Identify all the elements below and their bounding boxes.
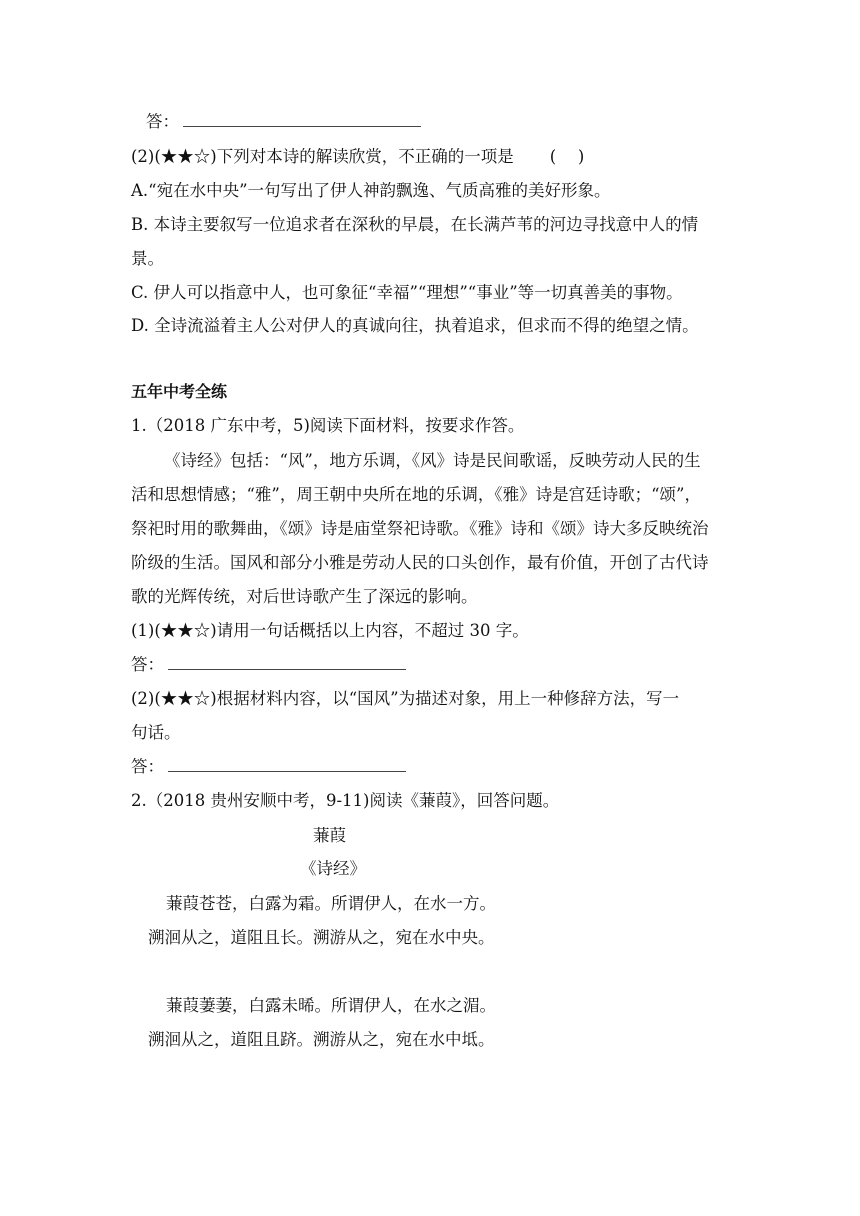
poem-title: 蒹葭 [313,826,346,845]
option-a: A.“宛在水中央”一句写出了伊人神韵飘逸、气质高雅的美好形象。 [131,181,611,200]
section-title: 五年中考全练 [131,382,228,401]
material-line-5: 歌的光辉传统，对后世诗歌产生了深远的影响。 [131,587,478,606]
question-2-stem-poem: 2.（2018 贵州安顺中考，9-11)阅读《蒹葭》，回答问题。 [131,791,560,810]
poem-line-2: 溯洄从之，道阻且长。溯游从之，宛在水中央。 [148,928,495,947]
answer-label: 答： [146,112,179,131]
material-line-4: 阶级的生活。国风和部分小雅是劳动人民的口头创作，最有价值，开创了古代诗 [131,553,709,572]
question-2-stem [131,146,584,168]
option-b-line-1: B. 本诗主要叙写一位追求者在深秋的早晨，在长满芦苇的河边寻找意中人的情 [131,215,699,234]
poem-line-1: 蒹葭苍苍，白露为霜。所谓伊人，在水一方。 [166,894,496,913]
poem-source: 《诗经》 [300,859,366,878]
answer-line-1 [146,111,421,133]
answer-label: 答： [131,655,164,674]
question-1-stem: 1.（2018 广东中考，5)阅读下面材料，按要求作答。 [131,416,525,435]
answer-blank[interactable] [168,655,406,670]
material-line-1: 《诗经》包括：“风”，地方乐调，《风》诗是民间歌谣，反映劳动人民的生 [164,451,701,470]
poem-line-4: 溯洄从之，道阻且跻。溯游从之，宛在水中坻。 [148,1030,495,1049]
poem-line-3: 蒹葭萋萋，白露未晞。所谓伊人，在水之湄。 [166,996,496,1015]
option-b-line-2: 景。 [131,249,164,268]
material-line-2: 活和思想情感；“雅”，周王朝中央所在地的乐调，《雅》诗是宫廷诗歌；“颂”， [131,485,701,504]
answer-blank[interactable] [168,757,406,772]
sub-question-1: (1)(★★☆)请用一句话概括以上内容，不超过 30 字。 [131,621,529,640]
answer-label: 答： [131,757,164,776]
option-d: D. 全诗流溢着主人公对伊人的真诚向往，执着追求，但求而不得的绝望之情。 [131,316,699,335]
answer-blank[interactable] [183,112,421,127]
answer-line-2 [131,654,406,676]
answer-parenthesis[interactable]: ( ) [549,147,585,166]
option-c: C. 伊人可以指意中人，也可象征“幸福”“理想”“事业”等一切真善美的事物。 [131,283,683,302]
material-line-3: 祭祀时用的歌舞曲，《颂》诗是庙堂祭祀诗歌。《雅》诗和《颂》诗大多反映统治 [131,519,709,538]
question-text: (2)(★★☆)下列对本诗的解读欣赏，不正确的一项是 [131,147,514,166]
sub-question-2-line-1: (2)(★★☆)根据材料内容，以“国风”为描述对象，用上一种修辞方法，写一 [131,689,680,708]
sub-question-2-line-2: 句话。 [131,723,181,742]
answer-line-3 [131,756,406,778]
